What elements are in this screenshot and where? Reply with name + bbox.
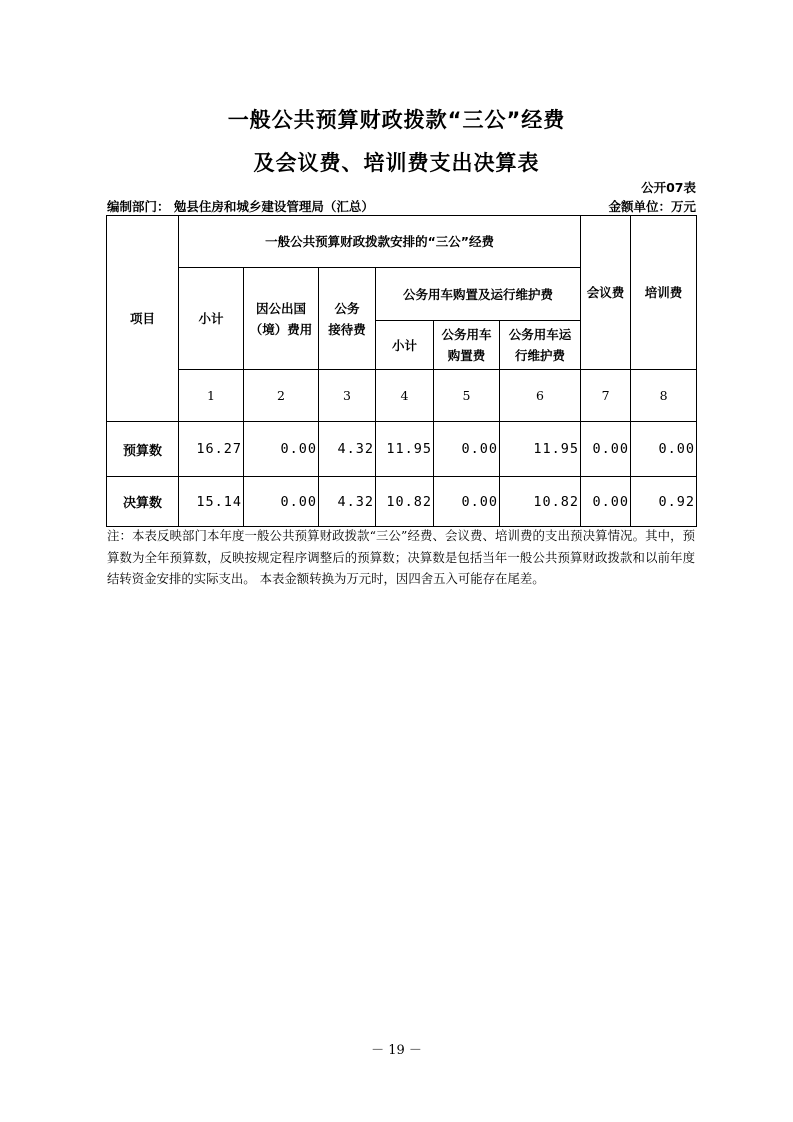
header-vehicle-operation: [500, 321, 581, 370]
budget-cell: 0.00: [581, 422, 631, 477]
header-vehicle-subtotal: 小计: [376, 321, 434, 370]
final-cell: 0.00: [434, 477, 500, 527]
header-reception-fee-line-1: 公务: [334, 300, 360, 316]
header-abroad-fee-line-2: （境）费用: [249, 321, 313, 337]
final-cell: 10.82: [376, 477, 434, 527]
header-abroad-fee: [244, 268, 319, 370]
final-cell: 0.00: [244, 477, 319, 527]
form-number: 公开07表: [641, 180, 696, 195]
header-item: 项目: [107, 216, 179, 422]
row-label-final: 决算数: [107, 477, 179, 527]
header-vehicle-operation-line-1: 公务用车运: [508, 327, 572, 342]
table-note: 注：本表反映部门本年度一般公共预算财政拨款“三公”经费、会议费、培训费的支出预决算情况。其中，预算数为全年预算数，反映按规定程序调整后的预算数；决算数是包括当年一般公共预算财政拨款和以前年度结转资金安排的实际支出。 本表金额转换为万元时，因四舍五入可能存在尾差。: [107, 528, 695, 586]
final-cell: 4.32: [319, 477, 376, 527]
column-index: 6: [500, 370, 581, 422]
amount-unit-label: 金额单位：万元: [608, 199, 696, 214]
column-index: 3: [319, 370, 376, 422]
budget-cell: 0.00: [631, 422, 697, 477]
document-title-line-2: 及会议费、培训费支出决算表: [253, 151, 540, 175]
header-subtotal: 小计: [179, 268, 244, 370]
final-cell: 15.14: [179, 477, 244, 527]
budget-cell: 4.32: [319, 422, 376, 477]
page-number: － 19 －: [371, 1043, 422, 1058]
budget-cell: 16.27: [179, 422, 244, 477]
header-vehicle-purchase: [434, 321, 500, 370]
header-vehicle-group: 公务用车购置及运行维护费: [376, 268, 581, 321]
column-index: 5: [434, 370, 500, 422]
header-meeting-fee: 会议费: [581, 216, 631, 370]
header-reception-fee-line-2: 接待费: [328, 321, 366, 337]
budget-cell: 0.00: [244, 422, 319, 477]
final-cell: 10.82: [500, 477, 581, 527]
final-cell: 0.00: [581, 477, 631, 527]
header-reception-fee: [319, 268, 376, 370]
header-abroad-fee-line-1: 因公出国: [255, 300, 306, 316]
table-row-budget: [107, 422, 697, 477]
header-training-fee: 培训费: [631, 216, 697, 370]
budget-cell: 11.95: [500, 422, 581, 477]
column-index: 7: [581, 370, 631, 422]
header-three-public-group: 一般公共预算财政拨款安排的“三公”经费: [179, 216, 581, 268]
column-index: 4: [376, 370, 434, 422]
budget-cell: 0.00: [434, 422, 500, 477]
document-title-line-1: 一般公共预算财政拨款“三公”经费: [227, 108, 566, 132]
header-vehicle-operation-line-2: 行维护费: [515, 348, 566, 363]
department-label: 编制部门： 勉县住房和城乡建设管理局（汇总）: [107, 199, 374, 214]
final-cell: 0.92: [631, 477, 697, 527]
column-index: 1: [179, 370, 244, 422]
column-index: 8: [631, 370, 697, 422]
header-vehicle-purchase-line-1: 公务用车: [441, 327, 492, 342]
header-vehicle-purchase-line-2: 购置费: [447, 348, 486, 363]
table-row-final: [107, 477, 697, 527]
row-label-budget: 预算数: [107, 422, 179, 477]
column-index: 2: [244, 370, 319, 422]
expense-table: [106, 215, 697, 527]
budget-cell: 11.95: [376, 422, 434, 477]
